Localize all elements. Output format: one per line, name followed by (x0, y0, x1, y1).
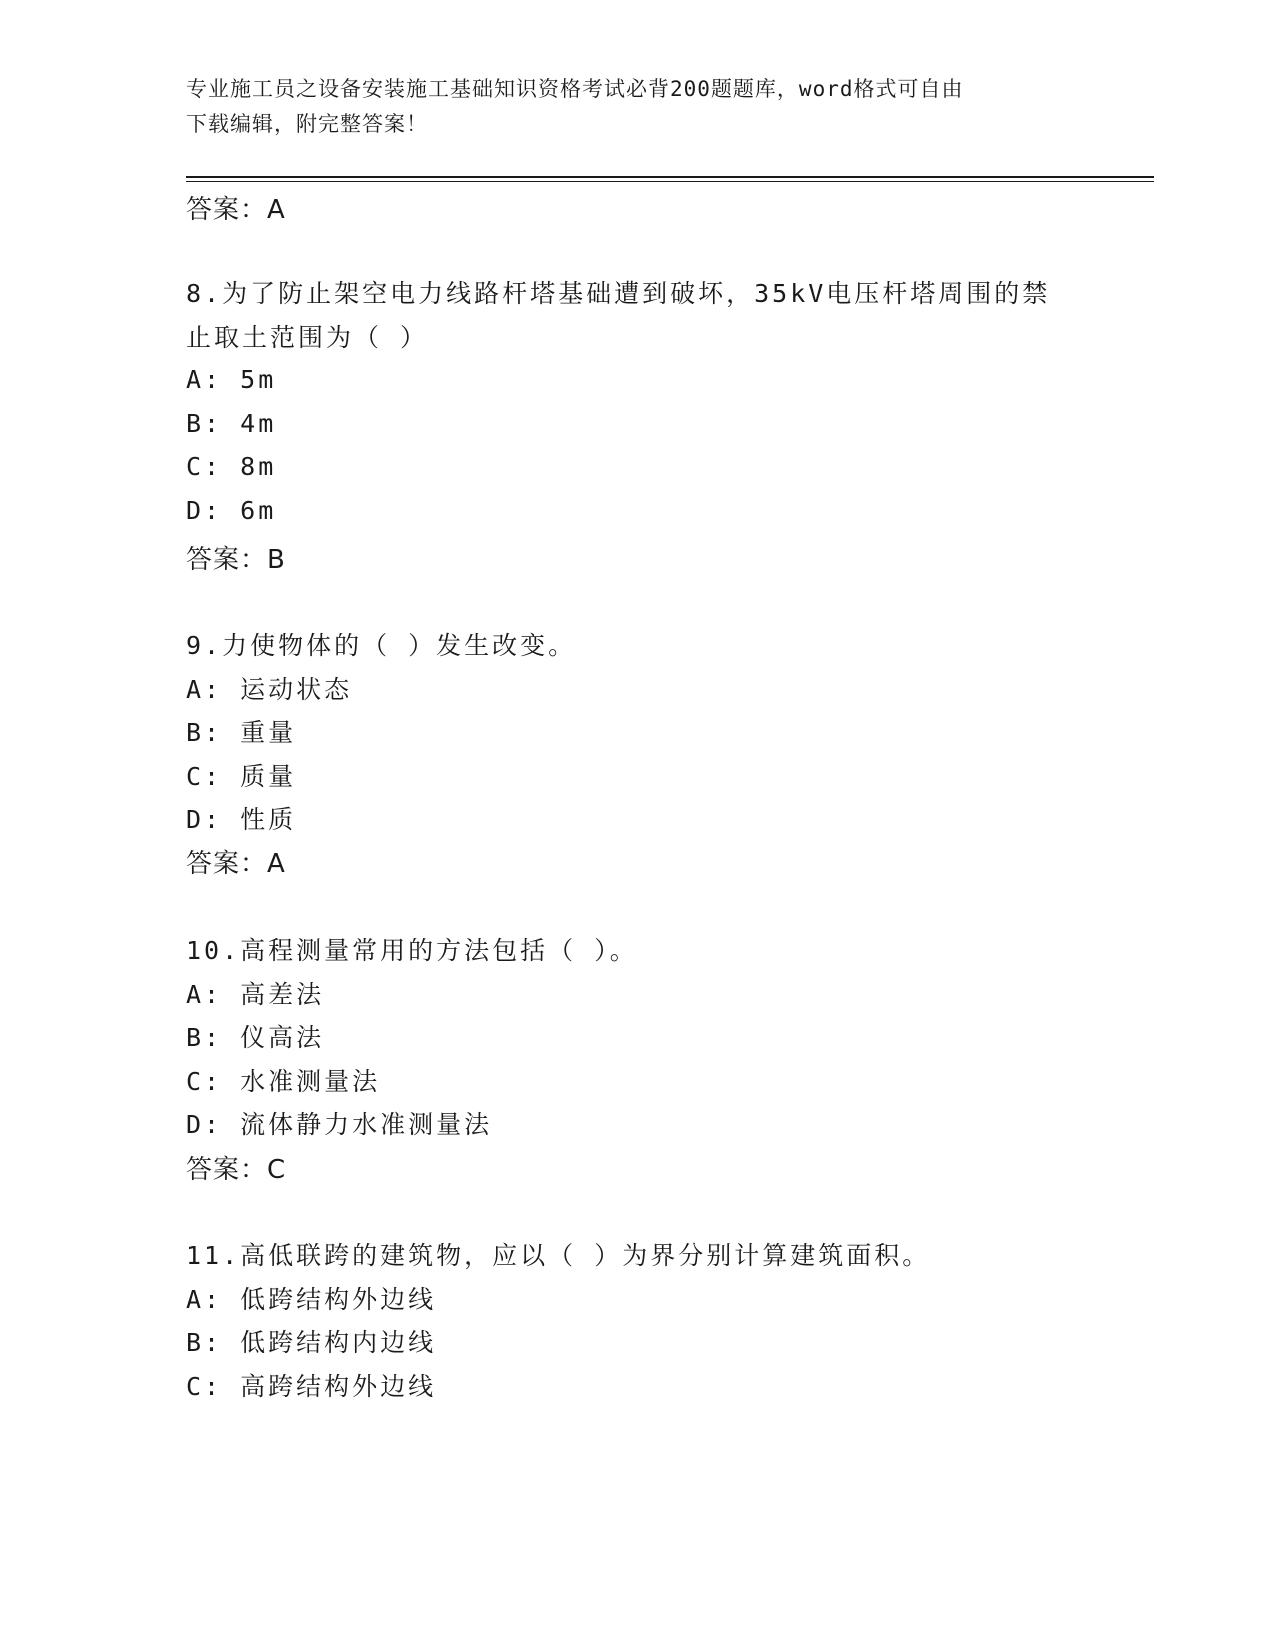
option-line: B: 仪高法 (186, 1023, 325, 1052)
option-line: D: 流体静力水准测量法 (186, 1110, 493, 1139)
option-line: A: 高差法 (186, 980, 325, 1009)
question-text: 10.高程测量常用的方法包括（ ）。 (186, 936, 638, 965)
option-line: D: 6m (186, 496, 277, 525)
question-text: 止取土范围为（ ） (186, 323, 429, 352)
header-line-1: 专业施工员之设备安装施工基础知识资格考试必背200题题库，word格式可自由 (186, 77, 964, 101)
header-rule-thin (186, 181, 1154, 182)
answer-line: 答案：A (186, 849, 286, 879)
option-line: A: 5m (186, 365, 277, 394)
option-line: C: 高跨结构外边线 (186, 1372, 437, 1401)
option-line: B: 4m (186, 409, 277, 438)
answer-line: 答案：A (186, 195, 286, 225)
question-text: 9.力使物体的（ ）发生改变。 (186, 631, 577, 660)
option-line: C: 水准测量法 (186, 1067, 381, 1096)
option-line: C: 8m (186, 452, 277, 481)
answer-line: 答案：C (186, 1155, 287, 1185)
option-line: C: 质量 (186, 762, 297, 791)
option-line: A: 运动状态 (186, 675, 353, 704)
option-line: A: 低跨结构外边线 (186, 1285, 437, 1314)
question-text: 8.为了防止架空电力线路杆塔基础遭到破坏，35kV电压杆塔周围的禁 (186, 279, 1051, 308)
answer-line: 答案：B (186, 545, 286, 575)
option-line: B: 重量 (186, 718, 297, 747)
document-header (186, 72, 1066, 142)
option-line: B: 低跨结构内边线 (186, 1328, 437, 1357)
header-line-2: 下载编辑，附完整答案！ (186, 112, 428, 136)
option-line: D: 性质 (186, 805, 297, 834)
question-text: 11.高低联跨的建筑物，应以（ ）为界分别计算建筑面积。 (186, 1241, 931, 1270)
header-rule-thick (186, 176, 1154, 178)
